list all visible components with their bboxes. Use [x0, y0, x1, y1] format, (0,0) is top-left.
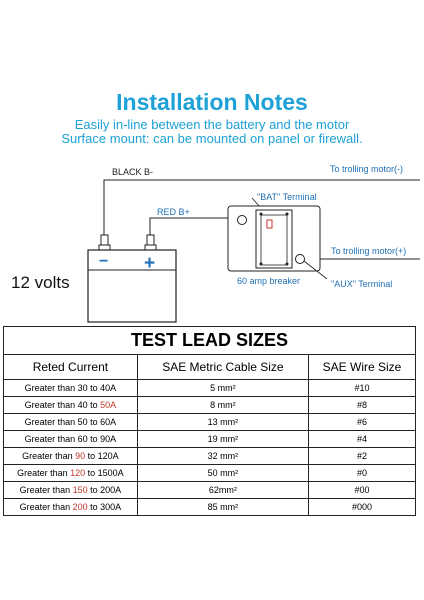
battery-plus-sign: +	[144, 253, 156, 274]
current-cell: Greater than 90 to 120A	[4, 448, 138, 465]
aux-terminal-label: "AUX" Terminal	[331, 279, 393, 289]
table-row	[4, 482, 416, 499]
metric-cell: 8 mm²	[137, 397, 308, 414]
current-cell: Greater than 50 to 60A	[4, 414, 138, 431]
subtitle-mount: Surface mount: can be mounted on panel or firewall.	[61, 131, 363, 146]
circuit-breaker	[228, 206, 320, 271]
page-title: Installation Notes	[116, 89, 308, 115]
red-wire-label: RED B+	[157, 207, 190, 217]
table-row	[4, 397, 416, 414]
wire-cell: #6	[309, 414, 416, 431]
battery-positive-post	[145, 235, 156, 250]
wire-cell: #0	[309, 465, 416, 482]
metric-cell: 5 mm²	[137, 380, 308, 397]
current-cell: Greater than 200 to 300A	[4, 499, 138, 516]
aux-terminal-screw	[296, 255, 305, 264]
subtitle-inline: Easily in-line between the battery and the motor	[74, 117, 350, 132]
table-row	[4, 414, 416, 431]
breaker-label: 60 amp breaker	[237, 276, 301, 286]
table-row	[4, 499, 416, 516]
black-wire-label: BLACK B-	[112, 167, 154, 177]
trolling-motor-negative-label: To trolling motor(-)	[330, 164, 404, 174]
current-cell: Greater than 150 to 200A	[4, 482, 138, 499]
wire-cell: #8	[309, 397, 416, 414]
wire-cell: #4	[309, 431, 416, 448]
current-cell: Greater than 30 to 40A	[4, 380, 138, 397]
metric-cell: 85 mm²	[137, 499, 308, 516]
wire-cell: #00	[309, 482, 416, 499]
battery-negative-post	[99, 235, 110, 250]
metric-cell: 19 mm²	[137, 431, 308, 448]
bat-terminal-label: "BAT" Terminal	[257, 192, 317, 202]
table-title: TEST LEAD SIZES	[4, 327, 416, 355]
metric-cell: 62mm²	[137, 482, 308, 499]
table-row	[4, 380, 416, 397]
test-lead-sizes-table	[3, 326, 416, 516]
metric-cell: 32 mm²	[137, 448, 308, 465]
metric-cell: 50 mm²	[137, 465, 308, 482]
table-row	[4, 448, 416, 465]
table-row	[4, 465, 416, 482]
voltage-label: 12 volts	[11, 273, 70, 292]
bat-terminal-screw	[238, 216, 247, 225]
wire-cell: #000	[309, 499, 416, 516]
header-metric-cable-size: SAE Metric Cable Size	[137, 355, 308, 380]
current-cell: Greater than 60 to 90A	[4, 431, 138, 448]
wire-cell: #2	[309, 448, 416, 465]
header-wire-size: SAE Wire Size	[309, 355, 416, 380]
trolling-motor-positive-label: To trolling motor(+)	[331, 246, 407, 256]
battery-minus-sign: −	[99, 253, 109, 270]
metric-cell: 13 mm²	[137, 414, 308, 431]
header-rated-current: Reted Current	[4, 355, 138, 380]
current-cell: Greater than 40 to 50A	[4, 397, 138, 414]
wiring-diagram	[0, 150, 424, 328]
wire-cell: #10	[309, 380, 416, 397]
table-row	[4, 431, 416, 448]
current-cell: Greater than 120 to 1500A	[4, 465, 138, 482]
